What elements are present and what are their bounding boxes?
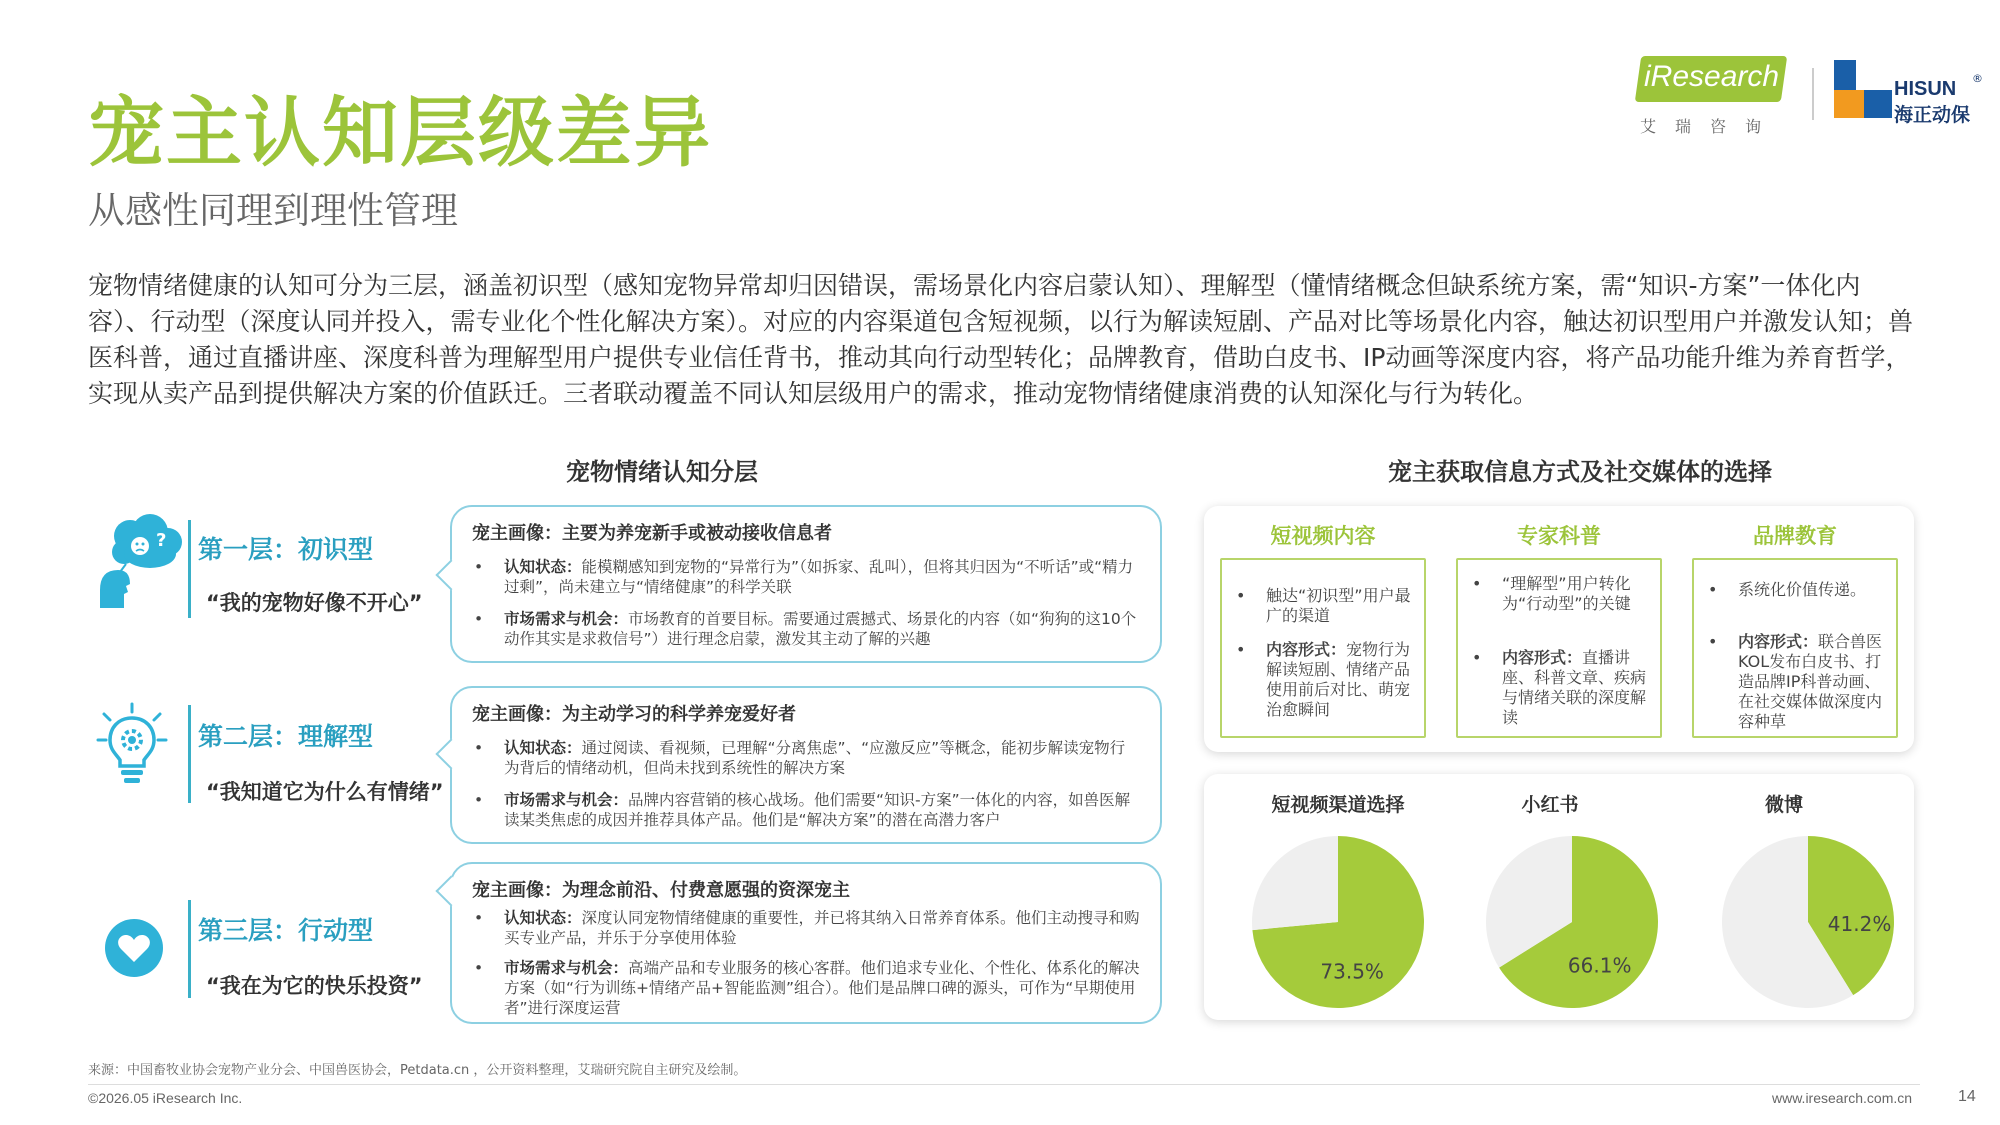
bullet: •: [474, 791, 484, 809]
tier-accent-bar: [188, 705, 191, 803]
profile-heading: 宠主画像：为理念前沿、付费意愿强的资深宠主: [472, 880, 850, 901]
registered-mark: ®: [1972, 72, 1983, 85]
pie-title: 小红书: [1521, 794, 1579, 816]
channel-reach-text: 触达“初识型”用户最广的渠道: [1266, 586, 1411, 625]
tier-name: 第二层：理解型: [198, 722, 374, 751]
tier-name: 第一层：初识型: [198, 535, 374, 564]
status-text: 通过阅读、看视频，已理解“分离焦虑”、“应激反应”等概念，能初步解读宠物行为背后的情绪动机，但尚未找到系统性的解决方案: [504, 739, 1126, 777]
hisun-logo-mark-accent: [1834, 90, 1864, 118]
channel-title: 短视频内容: [1270, 524, 1376, 548]
pie-title: 短视频渠道选择: [1271, 794, 1405, 816]
channel-title: 专家科普: [1517, 524, 1601, 548]
bullet: •: [1236, 586, 1246, 605]
hisun-logo-text: HISUN: [1894, 78, 1957, 100]
bullet: •: [474, 959, 484, 977]
bullet: •: [474, 610, 484, 628]
heart-circle-icon: [104, 918, 164, 978]
tier-quote: “我知道它为什么有情绪”: [206, 780, 444, 804]
list-item: [474, 557, 1140, 597]
footer-divider: [88, 1084, 1920, 1085]
confused-head-icon: [92, 512, 188, 612]
page-title: 宠主认知层级差异: [88, 88, 712, 177]
svg-text:?: ?: [156, 530, 167, 551]
tier-detail-box: [450, 862, 1162, 1024]
list-item: [474, 738, 1140, 778]
market-text: 品牌内容营销的核心战场。他们需要“知识-方案”一体化的内容，如兽医解读某类焦虑的成因并推荐具体产品。他们是“解决方案”的潜在高潜力客户: [504, 791, 1131, 829]
tier-accent-bar: [188, 520, 191, 618]
channel-panel: [1204, 506, 1914, 752]
bullet: •: [474, 739, 484, 757]
pie-charts: [1204, 774, 1914, 1020]
content-form-text: 宠物行为解读短剧、情绪产品使用前后对比、萌宠治愈瞬间: [1266, 640, 1411, 719]
logo-divider: [1812, 68, 1814, 120]
content-form-label: 内容形式：: [1738, 632, 1819, 651]
list-item: [474, 958, 1140, 1018]
list-item: [474, 790, 1140, 830]
channel-box: [1220, 558, 1426, 738]
bullet: •: [1236, 640, 1246, 659]
list-item: [1472, 574, 1652, 614]
list-item: [1708, 580, 1888, 600]
iresearch-logo-text: iResearch: [1644, 60, 1780, 93]
page-number: 14: [1958, 1088, 1976, 1105]
tier-quote: “我的宠物好像不开心”: [206, 591, 423, 615]
iresearch-logo-cn: 艾瑞咨询: [1640, 117, 1781, 136]
channel-reach-text: “理解型”用户转化为“行动型”的关键: [1502, 574, 1631, 613]
tier-name: 第三层：行动型: [198, 916, 374, 945]
right-section-title: 宠主获取信息方式及社交媒体的选择: [1388, 458, 1772, 486]
list-item: [1708, 632, 1888, 732]
content-form-label: 内容形式：: [1266, 640, 1347, 659]
channel-box: [1456, 558, 1662, 738]
bullet: •: [1708, 632, 1718, 651]
channel-reach-text: 系统化价值传递。: [1738, 580, 1867, 599]
market-label: 市场需求与机会：: [504, 959, 629, 977]
pie-slice: [1252, 836, 1338, 930]
intro-paragraph: 宠物情绪健康的认知可分为三层，涵盖初识型（感知宠物异常却归因错误，需场景化内容启蒙认知）、理解型（懂情绪概念但缺系统方案，需“知识-方案”一体化内容）、行动型（深度认同并投入，需专业化个性化解决方案）。对应的内容渠道包含短视频，以行为解读短剧、产品对比等场景化内容，触达初识型用户并激发认知；兽医科普，通过直播讲座、深度科普为理解型用户提供专业信任背书，推动其向行动型转化；品牌教育，借助白皮书、IP动画等深度内容，将产品功能升维为养育哲学，实现从卖产品到提供解决方案的价值跃迁。三者联动覆盖不同认知层级用户的需求，推动宠物情绪健康消费的认知深化与行为转化。: [88, 271, 1914, 408]
market-text: 市场教育的首要目标。需要通过震撼式、场景化的内容（如“狗狗的这10个动作其实是求救信号”）进行理念启蒙，激发其主动了解的兴趣: [504, 610, 1137, 648]
list-item: [1236, 640, 1416, 720]
list-item: [1472, 648, 1652, 728]
lightbulb-gear-icon: [96, 702, 168, 788]
tier-accent-bar: [188, 900, 191, 998]
list-item: [474, 609, 1140, 649]
page-subtitle: 从感性同理到理性管理: [88, 189, 458, 232]
status-text: 能模糊感知到宠物的“异常行为”（如拆家、乱叫），但将其归因为“不听话”或“精力过剩”，尚未建立与“情绪健康”的科学关联: [504, 558, 1134, 596]
status-text: 深度认同宠物情绪健康的重要性，并已将其纳入日常养育体系。他们主动搜寻和购买专业产品，并乐于分享使用体验: [504, 909, 1140, 947]
pie-data-label: 41.2%: [1827, 911, 1892, 936]
pie-data-label: 66.1%: [1567, 953, 1632, 978]
hisun-logo-mark-cutout: [1856, 60, 1892, 90]
bullet: •: [1472, 574, 1482, 593]
channel-title: 品牌教育: [1753, 524, 1837, 548]
status-label: 认知状态：: [504, 909, 582, 927]
left-section-title: 宠物情绪认知分层: [566, 458, 758, 486]
status-label: 认知状态：: [504, 739, 582, 757]
list-item: [1236, 586, 1416, 626]
profile-heading: 宠主画像：为主动学习的科学养宠爱好者: [472, 704, 796, 725]
market-text: 高端产品和专业服务的核心客群。他们追求专业化、个性化、体系化的解决方案（如“行为训练+情绪产品+智能监测”组合）。他们是品牌口碑的源头，可作为“早期使用者”进行深度运营: [504, 959, 1140, 1017]
list-item: [474, 908, 1140, 948]
tier-detail-box: [450, 505, 1162, 663]
bullet: •: [1472, 648, 1482, 667]
tier-quote: “我在为它的快乐投资”: [206, 974, 423, 998]
pie-data-label: 73.5%: [1320, 959, 1384, 984]
status-label: 认知状态：: [504, 558, 582, 576]
content-form-text: 联合兽医KOL发布白皮书、打造品牌IP科普动画、在社交媒体做深度内容种草: [1738, 632, 1883, 731]
channel-box: [1692, 558, 1898, 738]
logo-area: [1632, 56, 1984, 136]
market-label: 市场需求与机会：: [504, 610, 629, 628]
content-form-label: 内容形式：: [1502, 648, 1583, 667]
bullet: •: [474, 558, 484, 576]
tier-detail-box: [450, 686, 1162, 844]
bullet: •: [474, 909, 484, 927]
pie-panel: [1204, 774, 1914, 1020]
website-link[interactable]: www.iresearch.com.cn: [1772, 1090, 1913, 1106]
copyright: ©2026.05 iResearch Inc.: [88, 1090, 243, 1106]
market-label: 市场需求与机会：: [504, 791, 629, 809]
content-form-text: 直播讲座、科普文章、疾病与情绪关联的深度解读: [1502, 648, 1647, 727]
source-note: 来源：中国畜牧业协会宠物产业分会、中国兽医协会，Petdata.cn ，公开资料整理，艾瑞研究院自主研究及绘制。: [88, 1063, 747, 1078]
bullet: •: [1708, 580, 1718, 599]
hisun-logo-cn: 海正动保: [1894, 104, 1971, 126]
profile-heading: 宠主画像：主要为养宠新手或被动接收信息者: [472, 523, 832, 544]
pie-title: 微博: [1764, 794, 1803, 816]
